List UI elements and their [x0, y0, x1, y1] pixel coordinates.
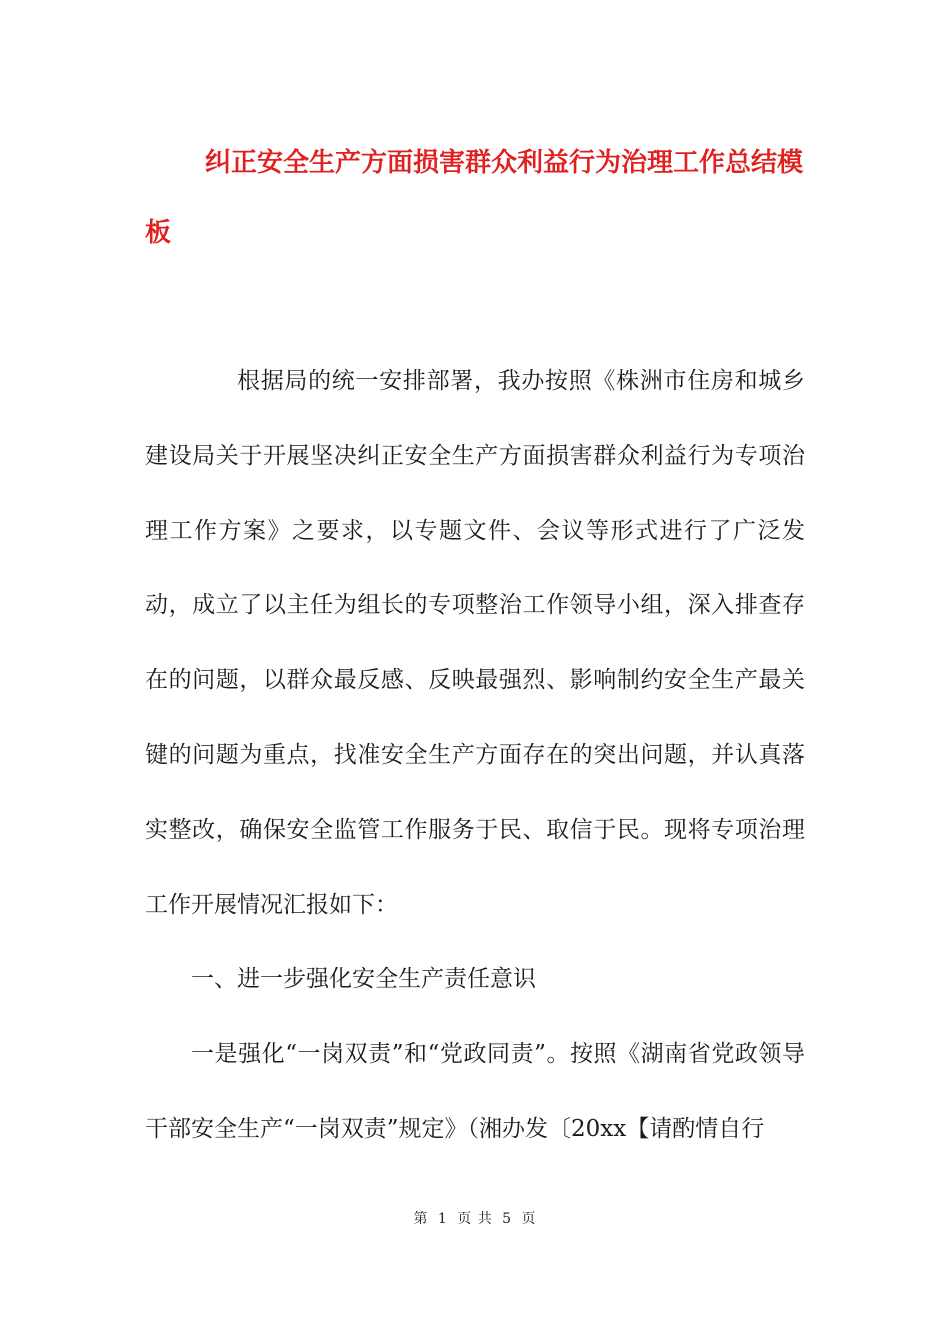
document-body [145, 344, 805, 1167]
footer-middle: 页 共 [457, 1211, 493, 1227]
footer-prefix: 第 [413, 1211, 429, 1227]
page-footer [0, 1208, 950, 1228]
footer-suffix: 页 [521, 1211, 537, 1227]
document-title: 纠正安全生产方面损害群众利益行为治理工作总结模板 [145, 148, 804, 248]
section-heading-1: 一、进一步强化安全生产责任意识 [191, 966, 536, 993]
body-paragraph-1: 一是强化“一岗双责”和“党政同责”。按照《湖南省党政领导干部安全生产“一岗双责”规定》（湘办发〔20xx【请酌情自行 [145, 1041, 805, 1142]
footer-total-pages: 5 [502, 1211, 513, 1227]
footer-page-number: 1 [437, 1211, 448, 1227]
body-paragraph-intro: 根据局的统一安排部署，我办按照《株洲市住房和城乡建设局关于开展坚决纠正安全生产方面损害群众利益行为专项治理工作方案》之要求，以专题文件、会议等形式进行了广泛发动，成立了以主任为组长的专项整治工作领导小组，深入排查存在的问题，以群众最反感、反映最强烈、影响制约安全生产最关键的问题为重点，找准安全生产方面存在的突出问题，并认真落实整改，确保安全监管工作服务于民、取信于民。现将专项治理工作开展情况汇报如下： [145, 368, 805, 918]
